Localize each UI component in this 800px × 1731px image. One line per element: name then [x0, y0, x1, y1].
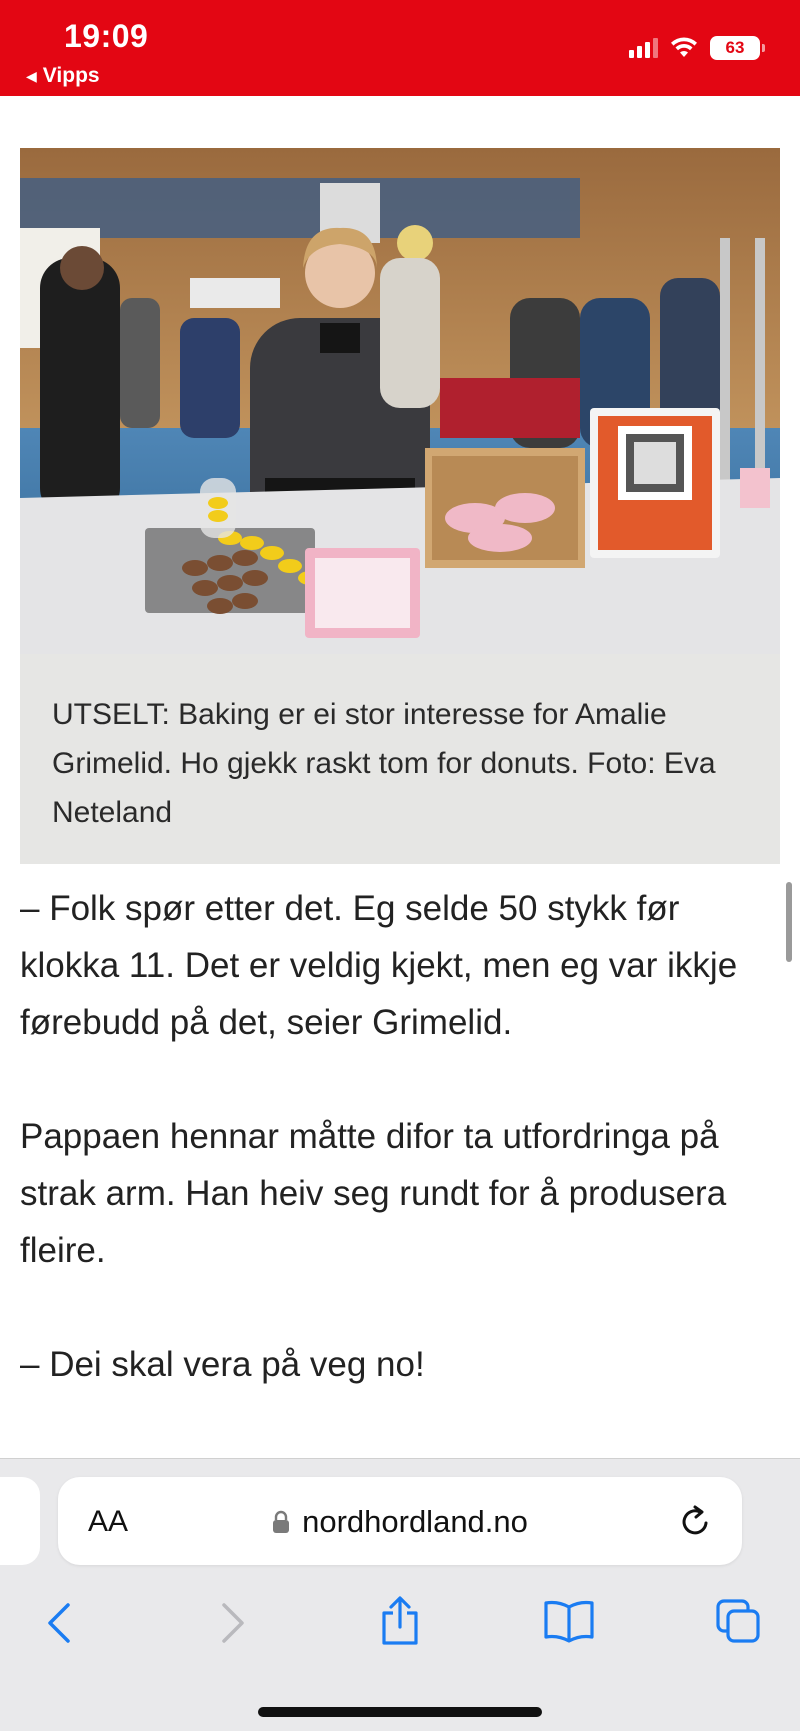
- home-indicator[interactable]: [258, 1707, 542, 1717]
- article-paragraph: – Dei skal vera på veg no!: [20, 1345, 425, 1384]
- article-paragraph: Pappaen hennar måtte difor ta utfordringa på strak arm. Han heiv seg rundt for å produsera fleire.: [20, 1117, 727, 1270]
- browser-toolbar: [0, 1458, 800, 1731]
- status-icons: [629, 36, 760, 60]
- back-to-app-link[interactable]: [26, 64, 100, 88]
- back-triangle-icon: ◀: [26, 67, 37, 84]
- wifi-icon: [670, 37, 698, 59]
- navigation-toolbar: [0, 1579, 800, 1669]
- tabs-icon[interactable]: [714, 1597, 764, 1647]
- back-icon[interactable]: [44, 1601, 74, 1645]
- photo-caption: UTSELT: Baking er ei stor interesse for Amalie Grimelid. Ho gjekk raskt tom for donuts. Foto: Eva Neteland: [20, 654, 780, 864]
- battery-level: 63: [725, 38, 745, 57]
- scrollbar-thumb[interactable]: [786, 882, 792, 962]
- previous-tab-preview[interactable]: [0, 1477, 40, 1565]
- url-text: nordhordland.no: [302, 1504, 528, 1539]
- address-bar[interactable]: [58, 1477, 742, 1565]
- forward-icon[interactable]: [218, 1601, 248, 1645]
- reload-icon[interactable]: [678, 1501, 714, 1541]
- battery-icon: [710, 36, 760, 60]
- lock-icon: [272, 1510, 290, 1534]
- bookmarks-icon[interactable]: [542, 1599, 596, 1643]
- photo-illustration: [20, 148, 780, 654]
- url-display[interactable]: [58, 1504, 742, 1540]
- share-icon[interactable]: [378, 1595, 422, 1647]
- status-bar: [0, 0, 800, 96]
- article-body: [20, 880, 760, 1450]
- back-app-label: Vipps: [42, 64, 100, 87]
- text-size-label: AA: [88, 1505, 129, 1538]
- status-time: 19:09: [64, 18, 149, 54]
- cellular-signal-icon: [629, 38, 658, 58]
- article-paragraph: – Folk spør etter det. Eg selde 50 stykk før klokka 11. Det er veldig kjekt, men eg var ikkje førebudd på det, seier Grimelid.: [20, 889, 738, 1042]
- article-photo: [20, 148, 780, 654]
